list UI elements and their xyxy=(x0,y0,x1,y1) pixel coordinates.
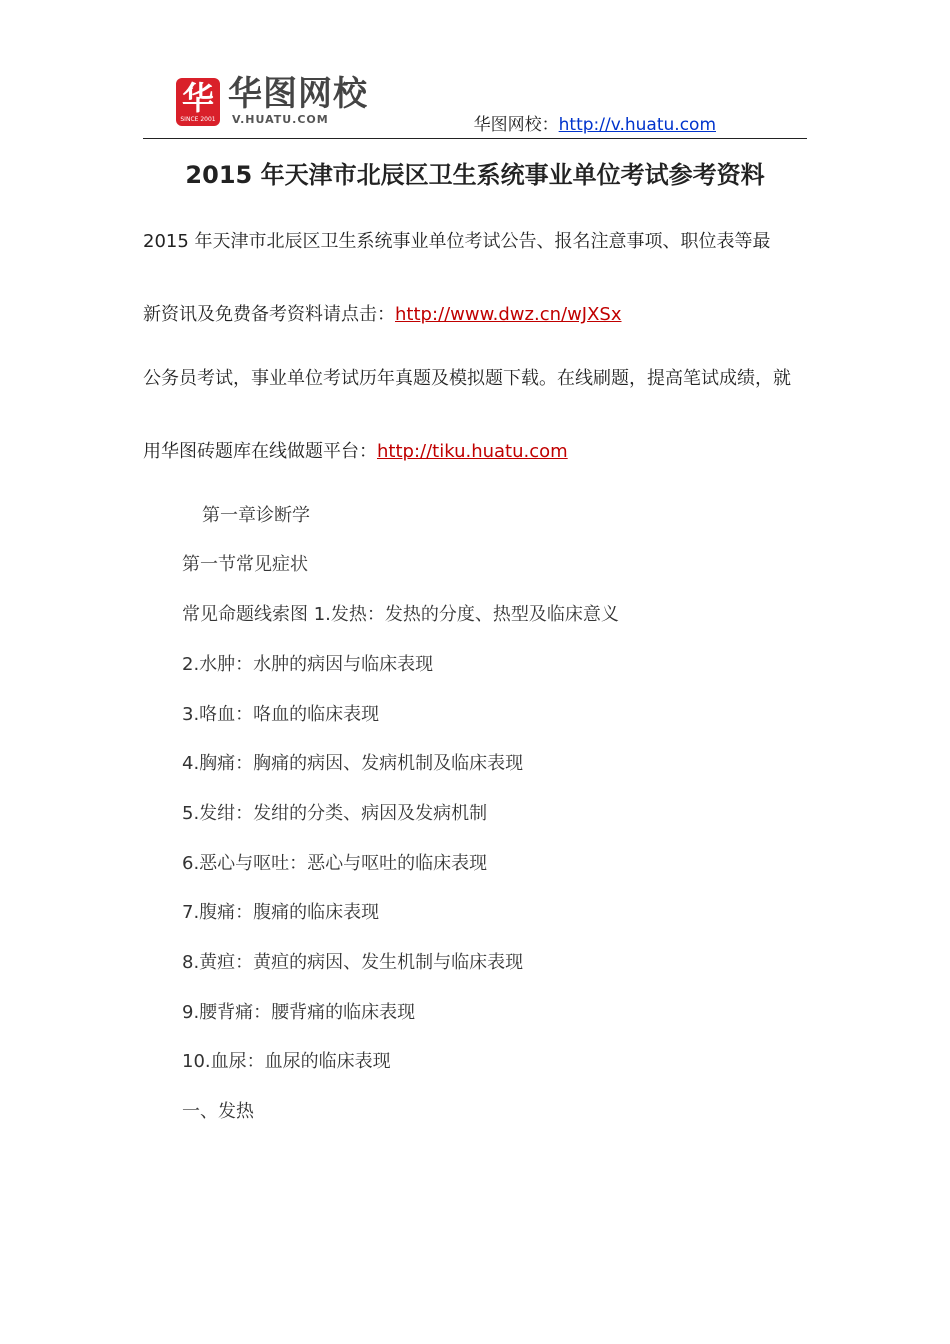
page-header xyxy=(143,66,807,139)
list-item: 6.恶心与呕吐：恶心与呕吐的临床表现 xyxy=(182,853,488,874)
header-site-info xyxy=(474,114,716,136)
chapter-heading: 第一章诊断学 xyxy=(202,505,310,526)
header-site-label: 华图网校： xyxy=(473,115,559,135)
intro-link[interactable]: http://www.dwz.cn/wJXSx xyxy=(395,304,622,325)
header-site-link[interactable]: http://v.huatu.com xyxy=(558,115,716,135)
list-item: 8.黄疸：黄疸的病因、发生机制与临床表现 xyxy=(182,952,524,973)
tiku-link[interactable]: http://tiku.huatu.com xyxy=(377,441,568,462)
huatu-logo xyxy=(176,74,406,134)
intro-line-2-text: 新资讯及免费备考资料请点击： xyxy=(143,304,395,325)
intro-line-2 xyxy=(143,302,823,328)
logo-seal-glyph: 华 xyxy=(181,79,214,117)
document-title: 2015 年天津市北辰区卫生系统事业单位考试参考资料 xyxy=(185,161,765,189)
promo-line-1: 公务员考试，事业单位考试历年真题及模拟题下载。在线刷题，提高笔试成绩，就 xyxy=(143,368,791,389)
list-item: 5.发绀：发绀的分类、病因及发病机制 xyxy=(182,803,488,824)
intro-line-1: 2015 年天津市北辰区卫生系统事业单位考试公告、报名注意事项、职位表等最 xyxy=(143,231,771,252)
logo-url: V.HUATU.COM xyxy=(232,113,329,126)
list-item: 常见命题线索图 1.发热：发热的分度、热型及临床意义 xyxy=(182,604,619,625)
promo-line-2-text: 用华图砖题库在线做题平台： xyxy=(143,441,377,462)
logo-since: SINCE 2001 xyxy=(180,116,216,123)
list-item: 9.腰背痛：腰背痛的临床表现 xyxy=(182,1002,416,1023)
list-item: 10.血尿：血尿的临床表现 xyxy=(182,1051,391,1072)
section-heading: 第一节常见症状 xyxy=(182,554,308,575)
list-item: 7.腹痛：腹痛的临床表现 xyxy=(182,902,380,923)
subheading: 一、发热 xyxy=(182,1101,254,1122)
list-item: 2.水肿：水肿的病因与临床表现 xyxy=(182,654,434,675)
promo-line-2 xyxy=(143,439,823,465)
logo-seal-icon xyxy=(176,78,220,126)
list-item: 3.咯血：咯血的临床表现 xyxy=(182,704,380,725)
logo-name: 华图网校 xyxy=(228,74,368,114)
list-item: 4.胸痛：胸痛的病因、发病机制及临床表现 xyxy=(182,753,524,774)
